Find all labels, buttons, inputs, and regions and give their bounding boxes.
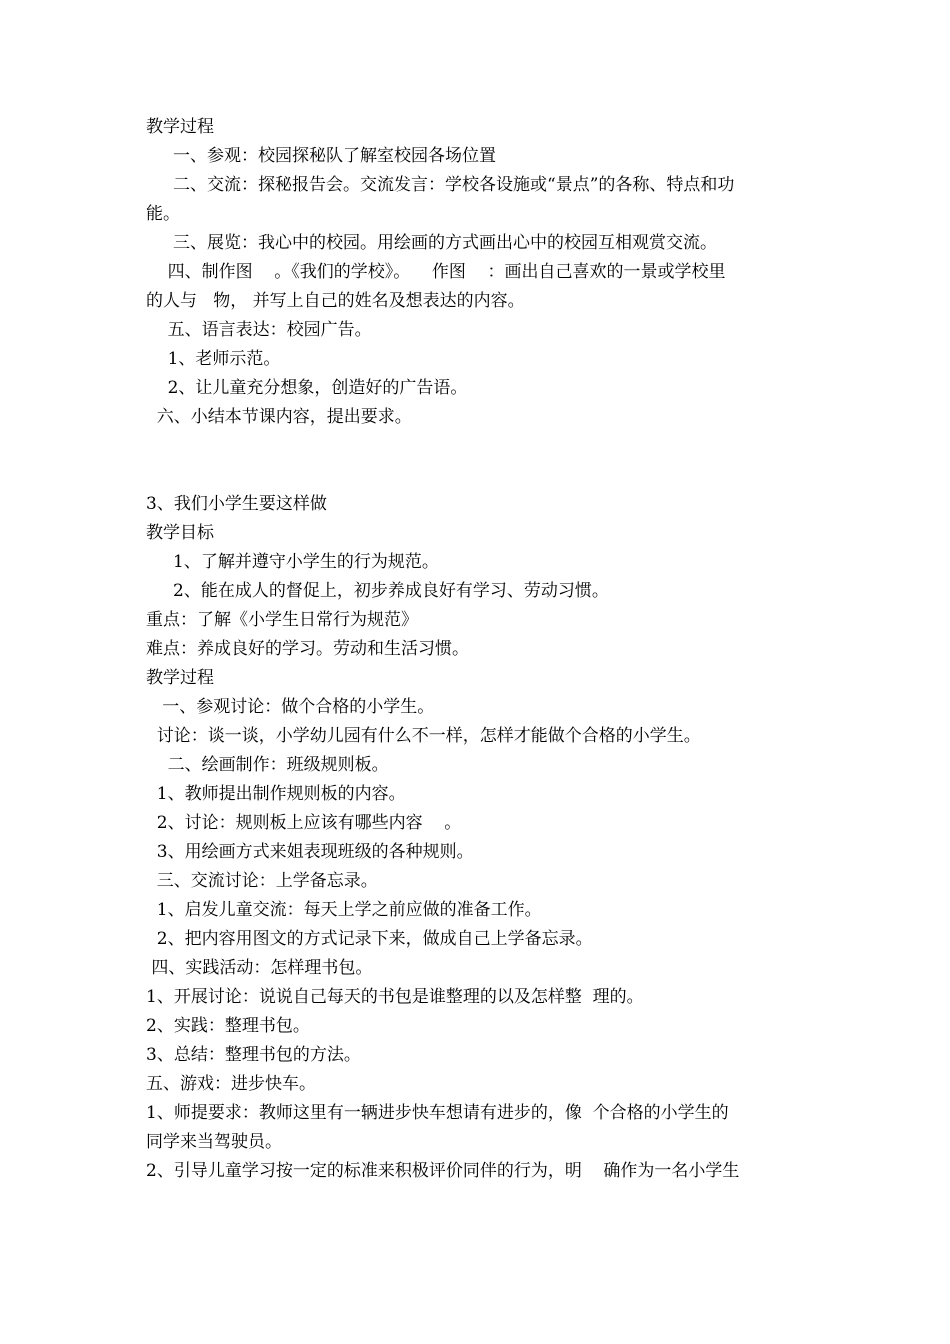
process-step: 一、参观讨论：做个合格的小学生。: [146, 697, 435, 717]
document-body: [146, 113, 826, 1186]
process-step: 讨论：谈一谈，小学幼儿园有什么不一样，怎样才能做个合格的小学生。: [146, 726, 701, 746]
process-step: 二、绘画制作：班级规则板。: [146, 755, 389, 775]
lesson-title: 3、我们小学生要这样做: [146, 494, 327, 514]
process-step: 2、把内容用图文的方式记录下来，做成自己上学备忘录。: [146, 929, 593, 949]
process-step: 2、实践：整理书包。: [146, 1016, 310, 1036]
difficulty-point: 难点：养成良好的学习。劳动和生活习惯。: [146, 639, 469, 659]
process-step: 3、总结：整理书包的方法。: [146, 1045, 361, 1065]
process-step: 三、交流讨论：上学备忘录。: [146, 871, 378, 891]
process-step: 2、让儿童充分想象，创造好的广告语。: [146, 378, 468, 398]
process-step: 四、实践活动：怎样理书包。: [146, 958, 373, 978]
process-step: 1、启发儿童交流：每天上学之前应做的准备工作。: [146, 900, 542, 920]
process-step: 1、师提要求：教师这里有一辆进步快车想请有进步的，像 个合格的小学生的: [146, 1103, 729, 1123]
process-step: 三、展览：我心中的校园。用绘画的方式画出心中的校园互相观赏交流。: [146, 233, 718, 253]
process-step: 同学来当驾驶员。: [146, 1132, 282, 1152]
process-step: 二、交流：探秘报告会。交流发言：学校各设施或“景点”的各称、特点和功: [146, 175, 735, 195]
process-step: 六、小结本节课内容，提出要求。: [146, 407, 412, 427]
process-step: 能。: [146, 204, 180, 224]
section-spacer: [146, 432, 826, 490]
section-heading: 教学过程: [146, 117, 214, 137]
goal-item: 1、了解并遵守小学生的行为规范。: [146, 552, 439, 572]
process-step: 2、引导儿童学习按一定的标准来积极评价同伴的行为，明 确作为一名小学生: [146, 1161, 740, 1181]
process-step: 1、教师提出制作规则板的内容。: [146, 784, 406, 804]
process-step: 的人与 物， 并写上自己的姓名及想表达的内容。: [146, 291, 525, 311]
key-point: 重点：了解《小学生日常行为规范》: [146, 610, 418, 630]
process-step: 一、参观：校园探秘队了解室校园各场位置: [146, 146, 497, 166]
process-step: 2、讨论：规则板上应该有哪些内容 。: [146, 813, 462, 833]
process-step: 五、语言表达：校园广告。: [146, 320, 372, 340]
process-step: 五、游戏：进步快车。: [146, 1074, 316, 1094]
section-heading: 教学过程: [146, 668, 214, 688]
process-step: 1、老师示范。: [146, 349, 281, 369]
process-step: 1、开展讨论：说说自己每天的书包是谁整理的以及怎样整 理的。: [146, 987, 644, 1007]
process-step: 四、制作图 。《我们的学校》。 作图 ：画出自己喜欢的一景或学校里: [146, 262, 726, 282]
process-step: 3、用绘画方式来姐表现班级的各种规则。: [146, 842, 474, 862]
goal-item: 2、能在成人的督促上，初步养成良好有学习、劳动习惯。: [146, 581, 609, 601]
section-heading: 教学目标: [146, 523, 214, 543]
